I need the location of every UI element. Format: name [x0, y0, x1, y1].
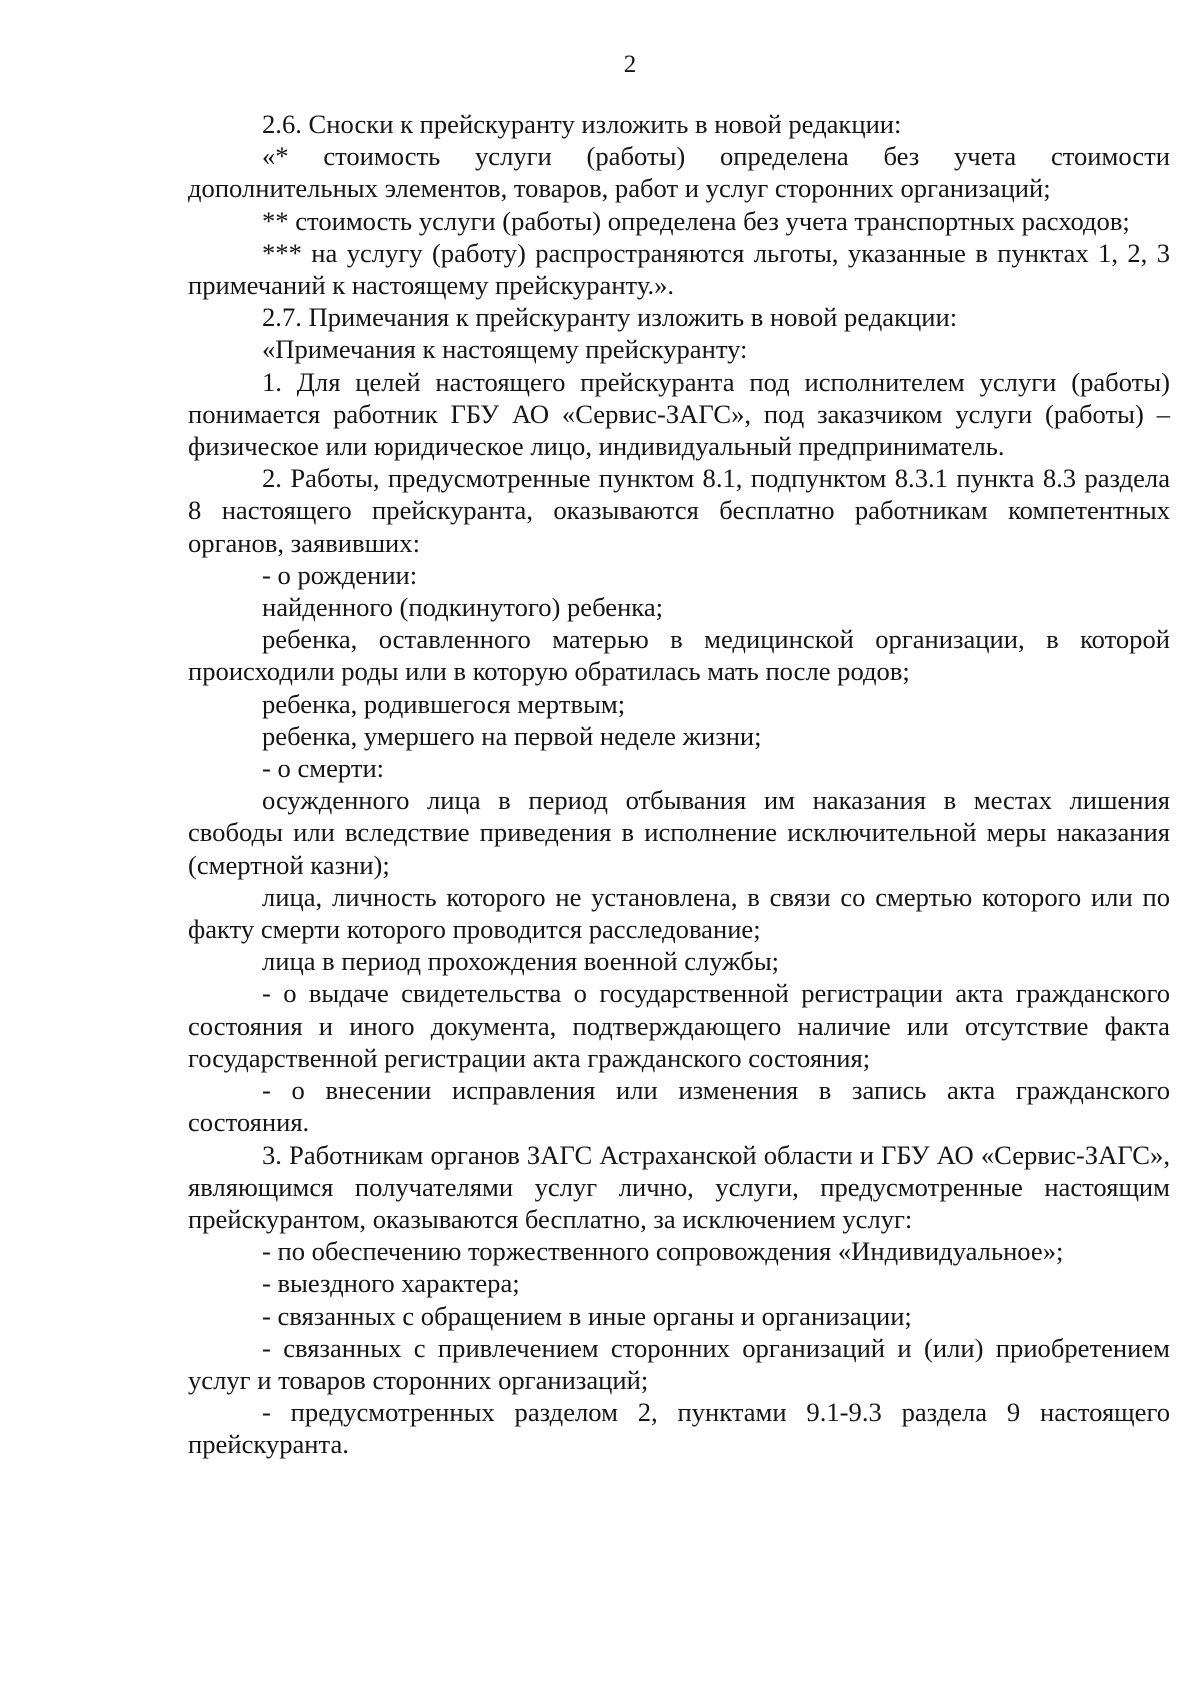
paragraph: найденного (подкинутого) ребенка; [262, 592, 664, 623]
paragraph: - выездного характера; [262, 1268, 520, 1299]
paragraph: - о смерти: [262, 753, 385, 784]
paragraph: - о рождении: [262, 559, 418, 590]
paragraph: 1. Для целей настоящего прейскуранта под исполнителем услуги (работы) понимается работник ГБУ АО «Сервис-ЗАГС», под заказчиком услуги (работы) – физическое или юридическое лицо, индивидуальный предприниматель. [188, 366, 1170, 462]
paragraph: лица в период прохождения военной службы; [262, 946, 780, 977]
paragraph: осужденного лица в период отбывания им наказания в местах лишения свободы или вследствие приведения в исполнение исключительной меры наказания (смертной казни); [188, 785, 1170, 880]
paragraph: - связанных с обращением в иные органы и организации; [262, 1300, 912, 1331]
paragraph: 3. Работникам органов ЗАГС Астраханской области и ГБУ АО «Сервис-ЗАГС», являющимся получателями услуг лично, услуги, предусмотренные настоящим прейскурантом, оказываются бесплатно, за исключением услуг: [188, 1139, 1170, 1234]
paragraph: ** стоимость услуги (работы) определена без учета транспортных расходов; [262, 205, 1130, 236]
paragraph: 2.6. Сноски к прейскуранту изложить в новой редакции: [262, 109, 902, 139]
paragraph: 2.7. Примечания к прейскуранту изложить в новой редакции: [262, 302, 958, 333]
paragraph: ребенка, умершего на первой неделе жизни; [262, 720, 762, 751]
paragraph: ребенка, оставленного матерью в медицинской организации, в которой происходили роды или в которую обратилась мать после родов; [188, 624, 1170, 687]
paragraph: - предусмотренных разделом 2, пунктами 9.1-9.3 раздела 9 настоящего прейскуранта. [188, 1397, 1170, 1460]
paragraph: «Примечания к настоящему прейскуранту: [262, 334, 748, 365]
paragraph: лица, личность которого не установлена, в связи со смертью которого или по факту смерти которого проводится расследование; [188, 881, 1170, 945]
paragraph: - о выдаче свидетельства о государственной регистрации акта гражданского состояния и иного документа, подтверждающего наличие или отсутствие факта государственной регистрации акта гражданского состояния; [188, 978, 1170, 1073]
page-number: 2 [623, 51, 637, 78]
paragraph: - о внесении исправления или изменения в запись акта гражданского состояния. [188, 1075, 1170, 1138]
paragraph: ребенка, родившегося мертвым; [262, 688, 626, 719]
paragraph: *** на услугу (работу) распространяются льготы, указанные в пунктах 1, 2, 3 примечаний к настоящему прейскуранту.». [188, 237, 1170, 301]
paragraph: «* стоимость услуги (работы) определена без учета стоимости дополнительных элементов, товаров, работ и услуг сторонних организаций; [188, 141, 1170, 204]
document-body [188, 108, 1170, 1461]
paragraph: - по обеспечению торжественного сопровождения «Индивидуальное»; [262, 1236, 1064, 1267]
paragraph: - связанных с привлечением сторонних организаций и (или) приобретением услуг и товаров сторонних организаций; [188, 1332, 1170, 1395]
paragraph: 2. Работы, предусмотренные пунктом 8.1, подпунктом 8.3.1 пункта 8.3 раздела 8 настоящего прейскуранта, оказываются бесплатно работникам компетентных органов, заявивших: [188, 463, 1170, 558]
